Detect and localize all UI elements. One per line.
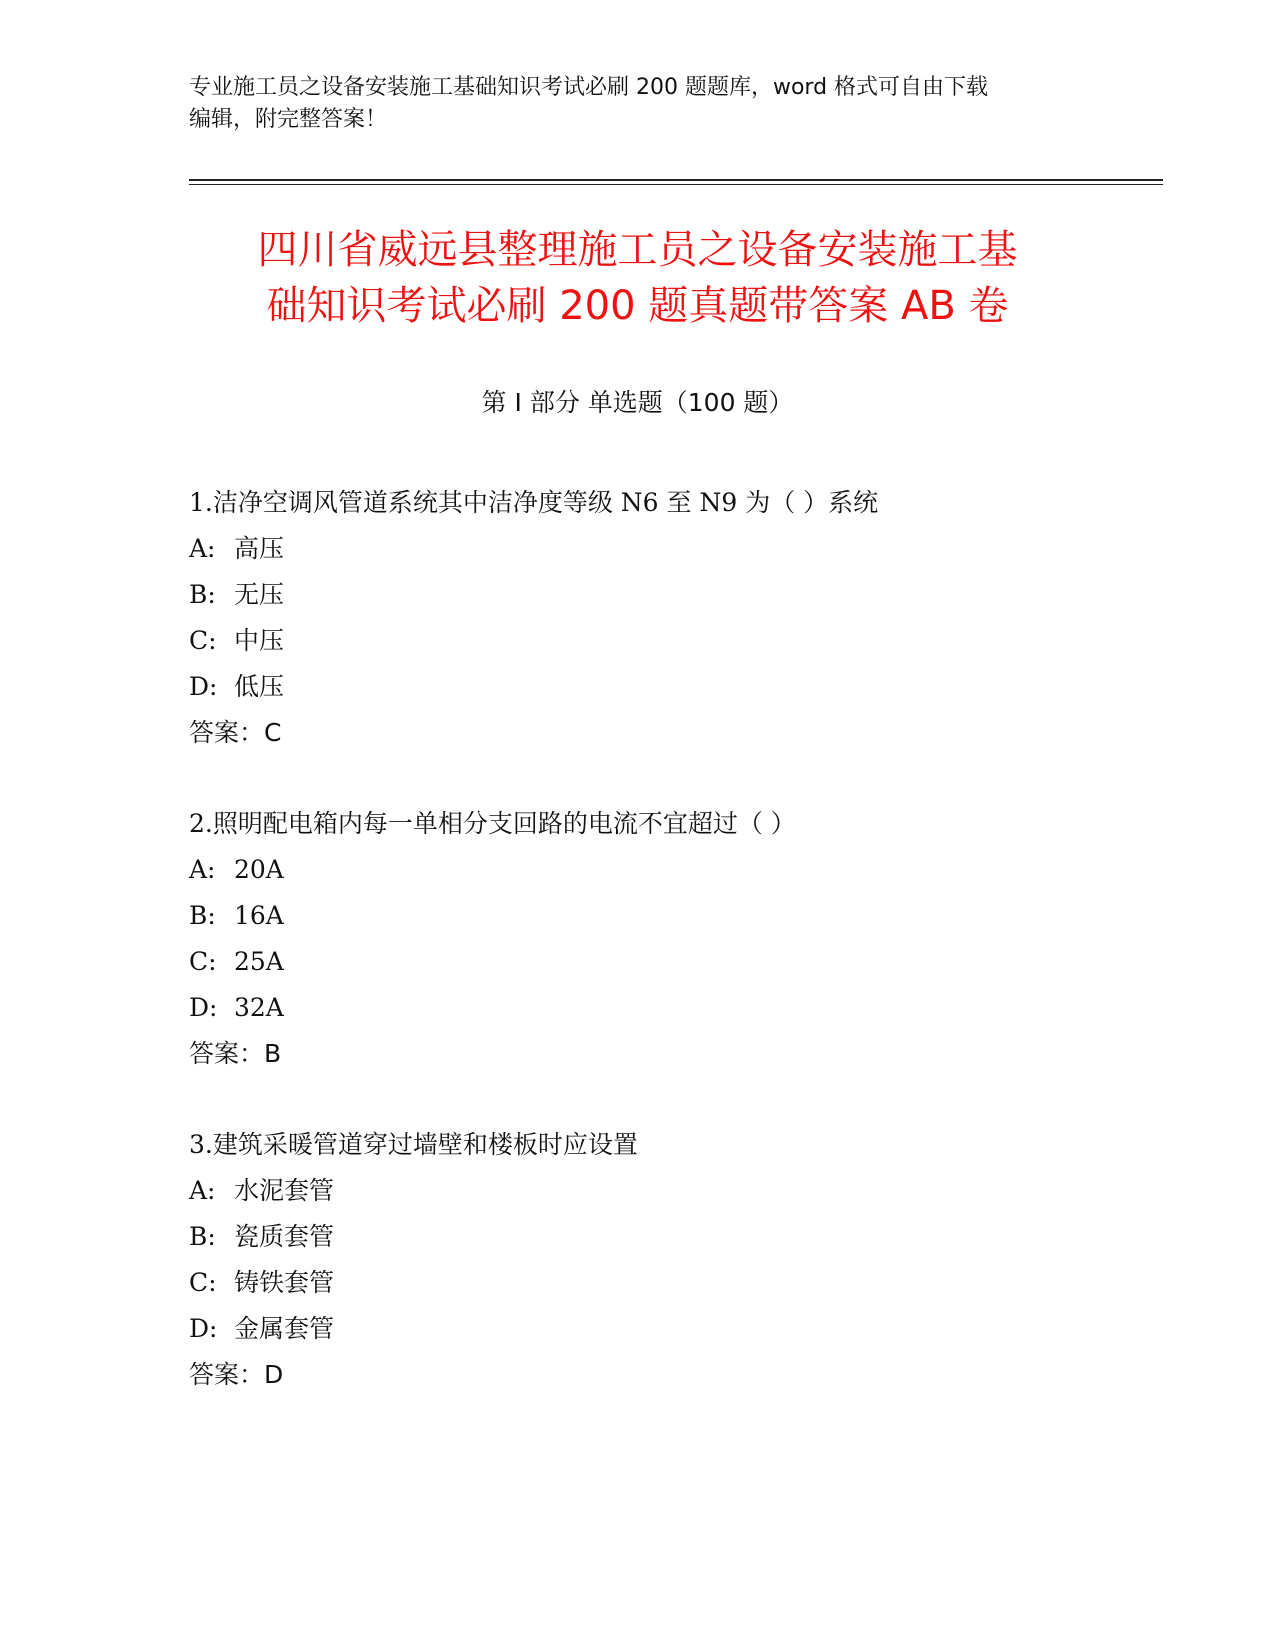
option-c <box>189 618 1149 664</box>
question-3 <box>189 1122 1149 1398</box>
option-text: 无压 <box>234 580 285 609</box>
document-title-line-2: 础知识考试必刷 200 题真题带答案 AB 卷 <box>266 283 1009 329</box>
answer: 答案：D <box>189 1360 284 1389</box>
option-text: 水泥套管 <box>234 1176 335 1205</box>
option-a <box>189 1168 1149 1214</box>
question-text: 3.建筑采暖管道穿过墙壁和楼板时应设置 <box>189 1130 638 1159</box>
option-text: 瓷质套管 <box>234 1222 335 1251</box>
option-label: C: <box>189 947 217 976</box>
option-b <box>189 572 1149 618</box>
section-title: 第 I 部分 单选题（100 题） <box>481 388 794 417</box>
option-c <box>189 1260 1149 1306</box>
option-text: 16A <box>234 901 284 930</box>
option-d <box>189 985 1149 1031</box>
option-label: D: <box>189 672 218 701</box>
option-text: 铸铁套管 <box>234 1268 335 1297</box>
option-c <box>189 939 1149 985</box>
option-text: 低压 <box>234 672 285 701</box>
option-a <box>189 847 1149 893</box>
header-note <box>189 72 1089 136</box>
answer: 答案：C <box>189 718 282 747</box>
option-text: 20A <box>234 855 284 884</box>
header-divider-thin <box>189 184 1163 185</box>
option-a <box>189 526 1149 572</box>
option-text: 金属套管 <box>234 1314 335 1343</box>
option-d <box>189 1306 1149 1352</box>
header-divider-thick <box>189 179 1163 181</box>
option-text: 高压 <box>234 534 285 563</box>
option-label: C: <box>189 1268 217 1297</box>
option-label: B: <box>189 901 216 930</box>
option-label: A: <box>189 534 216 563</box>
question-text: 1.洁净空调风管道系统其中洁净度等级 N6 至 N9 为（ ）系统 <box>189 488 879 517</box>
option-b <box>189 893 1149 939</box>
question-1 <box>189 480 1149 756</box>
option-label: D: <box>189 1314 218 1343</box>
answer: 答案：B <box>189 1039 282 1068</box>
header-note-line-1: 专业施工员之设备安装施工基础知识考试必刷 200 题题库，word 格式可自由下载 <box>189 75 989 100</box>
option-label: A: <box>189 1176 216 1205</box>
option-b <box>189 1214 1149 1260</box>
option-label: C: <box>189 626 217 655</box>
question-text: 2.照明配电箱内每一单相分支回路的电流不宜超过（ ） <box>189 809 796 838</box>
option-label: D: <box>189 993 218 1022</box>
question-2 <box>189 801 1149 1077</box>
option-d <box>189 664 1149 710</box>
document-title-line-1: 四川省威远县整理施工员之设备安装施工基 <box>257 227 1018 273</box>
option-label: B: <box>189 1222 216 1251</box>
option-text: 中压 <box>234 626 285 655</box>
option-label: A: <box>189 855 216 884</box>
document-title <box>150 222 1125 334</box>
option-text: 32A <box>234 993 284 1022</box>
header-note-line-2: 编辑，附完整答案！ <box>189 107 388 132</box>
option-text: 25A <box>234 947 284 976</box>
option-label: B: <box>189 580 216 609</box>
